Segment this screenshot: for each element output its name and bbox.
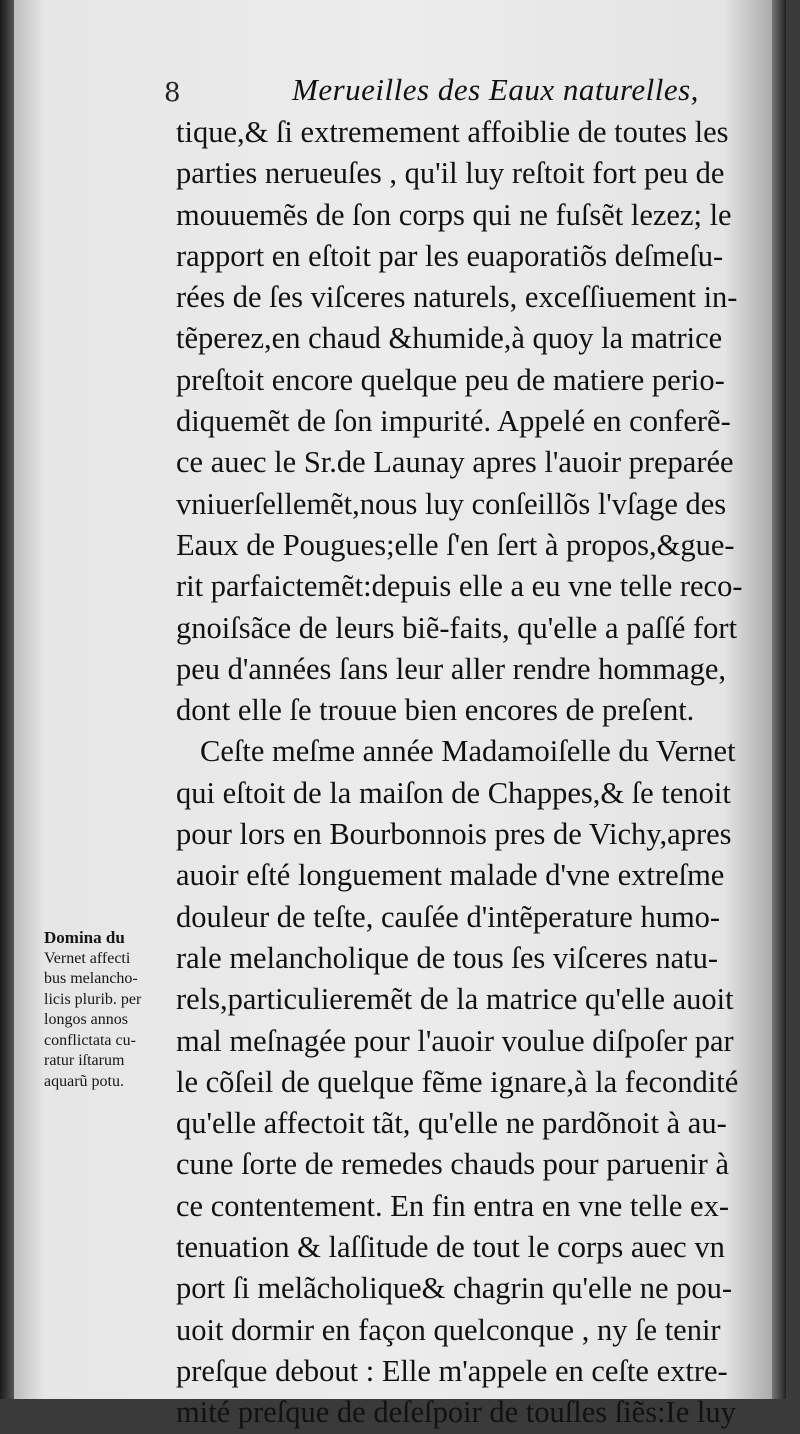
- marginal-note-line: Domina du: [44, 928, 125, 947]
- marginal-note: [44, 928, 194, 1092]
- text-line: rapport en eſtoit par les euaporatiõs deſmeſu-: [176, 238, 724, 273]
- text-line: parties nerueuſes , qu'il luy reſtoit fort peu de: [176, 156, 725, 191]
- running-head: Merueilles des Eaux naturelles,: [292, 72, 699, 107]
- text-line: auoir eſté longuement malade d'vne extreſme: [176, 858, 725, 893]
- text-line: rale melancholique de tous ſes viſceres natu-: [176, 940, 719, 975]
- text-line: cune ſorte de remedes chauds pour paruenir à: [176, 1147, 729, 1182]
- text-line: le cõſeil de quelque fẽme ignare,à la fecondité: [176, 1064, 739, 1099]
- text-line: douleur de teſte, cauſée d'intẽperature humo-: [176, 899, 721, 934]
- marginal-note-line: aquarũ potu.: [44, 1072, 124, 1090]
- text-line: rées de ſes viſceres naturels, exceſſiuement in-: [176, 280, 738, 315]
- text-line: port ſi melãcholique& chagrin qu'elle ne pou-: [176, 1271, 733, 1306]
- marginal-note-line: Vernet affecti: [44, 949, 131, 967]
- text-line: tẽperez,en chaud &humide,à quoy la matrice: [176, 321, 723, 356]
- text-line: dont elle ſe trouue bien encores de preſent.: [176, 693, 695, 728]
- text-line: preſtoit encore quelque peu de matiere perio-: [176, 362, 725, 397]
- book-spine-shadow: [0, 0, 14, 1399]
- text-line: preſque debout : Elle m'appele en ceſte extre-: [176, 1353, 728, 1388]
- page-number: 8: [164, 78, 181, 108]
- text-line: qu'elle affectoit tãt, qu'elle ne pardõnoit à au-: [176, 1106, 727, 1141]
- text-line: mité preſque de deſeſpoir de touſles ſiẽs:Ie luy: [176, 1395, 736, 1430]
- marginal-note-line: ratur iſtarum: [44, 1052, 125, 1069]
- text-line: tique,& ſi extremement affoiblie de toutes les: [176, 115, 729, 149]
- text-line: pour lors en Bourbonnois pres de Vichy,apres: [176, 817, 732, 852]
- text-line: rit parfaictemẽt:depuis elle a eu vne telle reco-: [176, 569, 743, 604]
- text-line: uoit dormir en façon quelconque , ny ſe tenir: [176, 1312, 721, 1347]
- text-line: gnoiſsãce de leurs biẽ-faits, qu'elle a paſſé fort: [176, 610, 738, 645]
- text-line: diquemẽt de ſon impurité. Appelé en conferẽ-: [176, 404, 731, 439]
- text-line: peu d'années ſans leur aller rendre hommage,: [176, 651, 727, 686]
- text-line: ce contentement. En fin entra en vne telle ex-: [176, 1188, 729, 1223]
- body-text: [176, 112, 776, 1434]
- marginal-note-line: licis plurib. per: [44, 990, 142, 1008]
- text-line: qui eſtoit de la maiſon de Chappes,& ſe tenoit: [176, 775, 731, 810]
- bleed-through-text: [54, 120, 184, 180]
- text-line: Eaux de Pougues;elle ſ'en ſert à propos,&gue-: [176, 527, 735, 562]
- marginal-note-line: bus melancho-: [44, 970, 138, 987]
- page-edge-shadow: [772, 0, 786, 1399]
- text-line: tenuation & laſſitude de tout le corps auec vn: [176, 1230, 725, 1265]
- marginal-note-line: conflictata cu-: [44, 1031, 136, 1049]
- text-line: rels,particulieremẽt de la matrice qu'elle auoit: [176, 982, 734, 1017]
- text-line: mouuemẽs de ſon corps qui ne fuſsẽt lezez; le: [176, 197, 732, 232]
- text-line: mal meſnagée pour l'auoir voulue diſpoſer par: [176, 1023, 734, 1058]
- text-line: vniuerſellemẽt,nous luy conſeillõs l'vſage des: [176, 486, 727, 521]
- book-page: [14, 0, 786, 1430]
- marginal-note-line: longos annos: [44, 1011, 128, 1028]
- paragraph-start-line: Ceſte meſme année Madamoiſelle du Vernet: [200, 734, 736, 769]
- text-line: ce auec le Sr.de Launay apres l'auoir preparée: [176, 445, 734, 480]
